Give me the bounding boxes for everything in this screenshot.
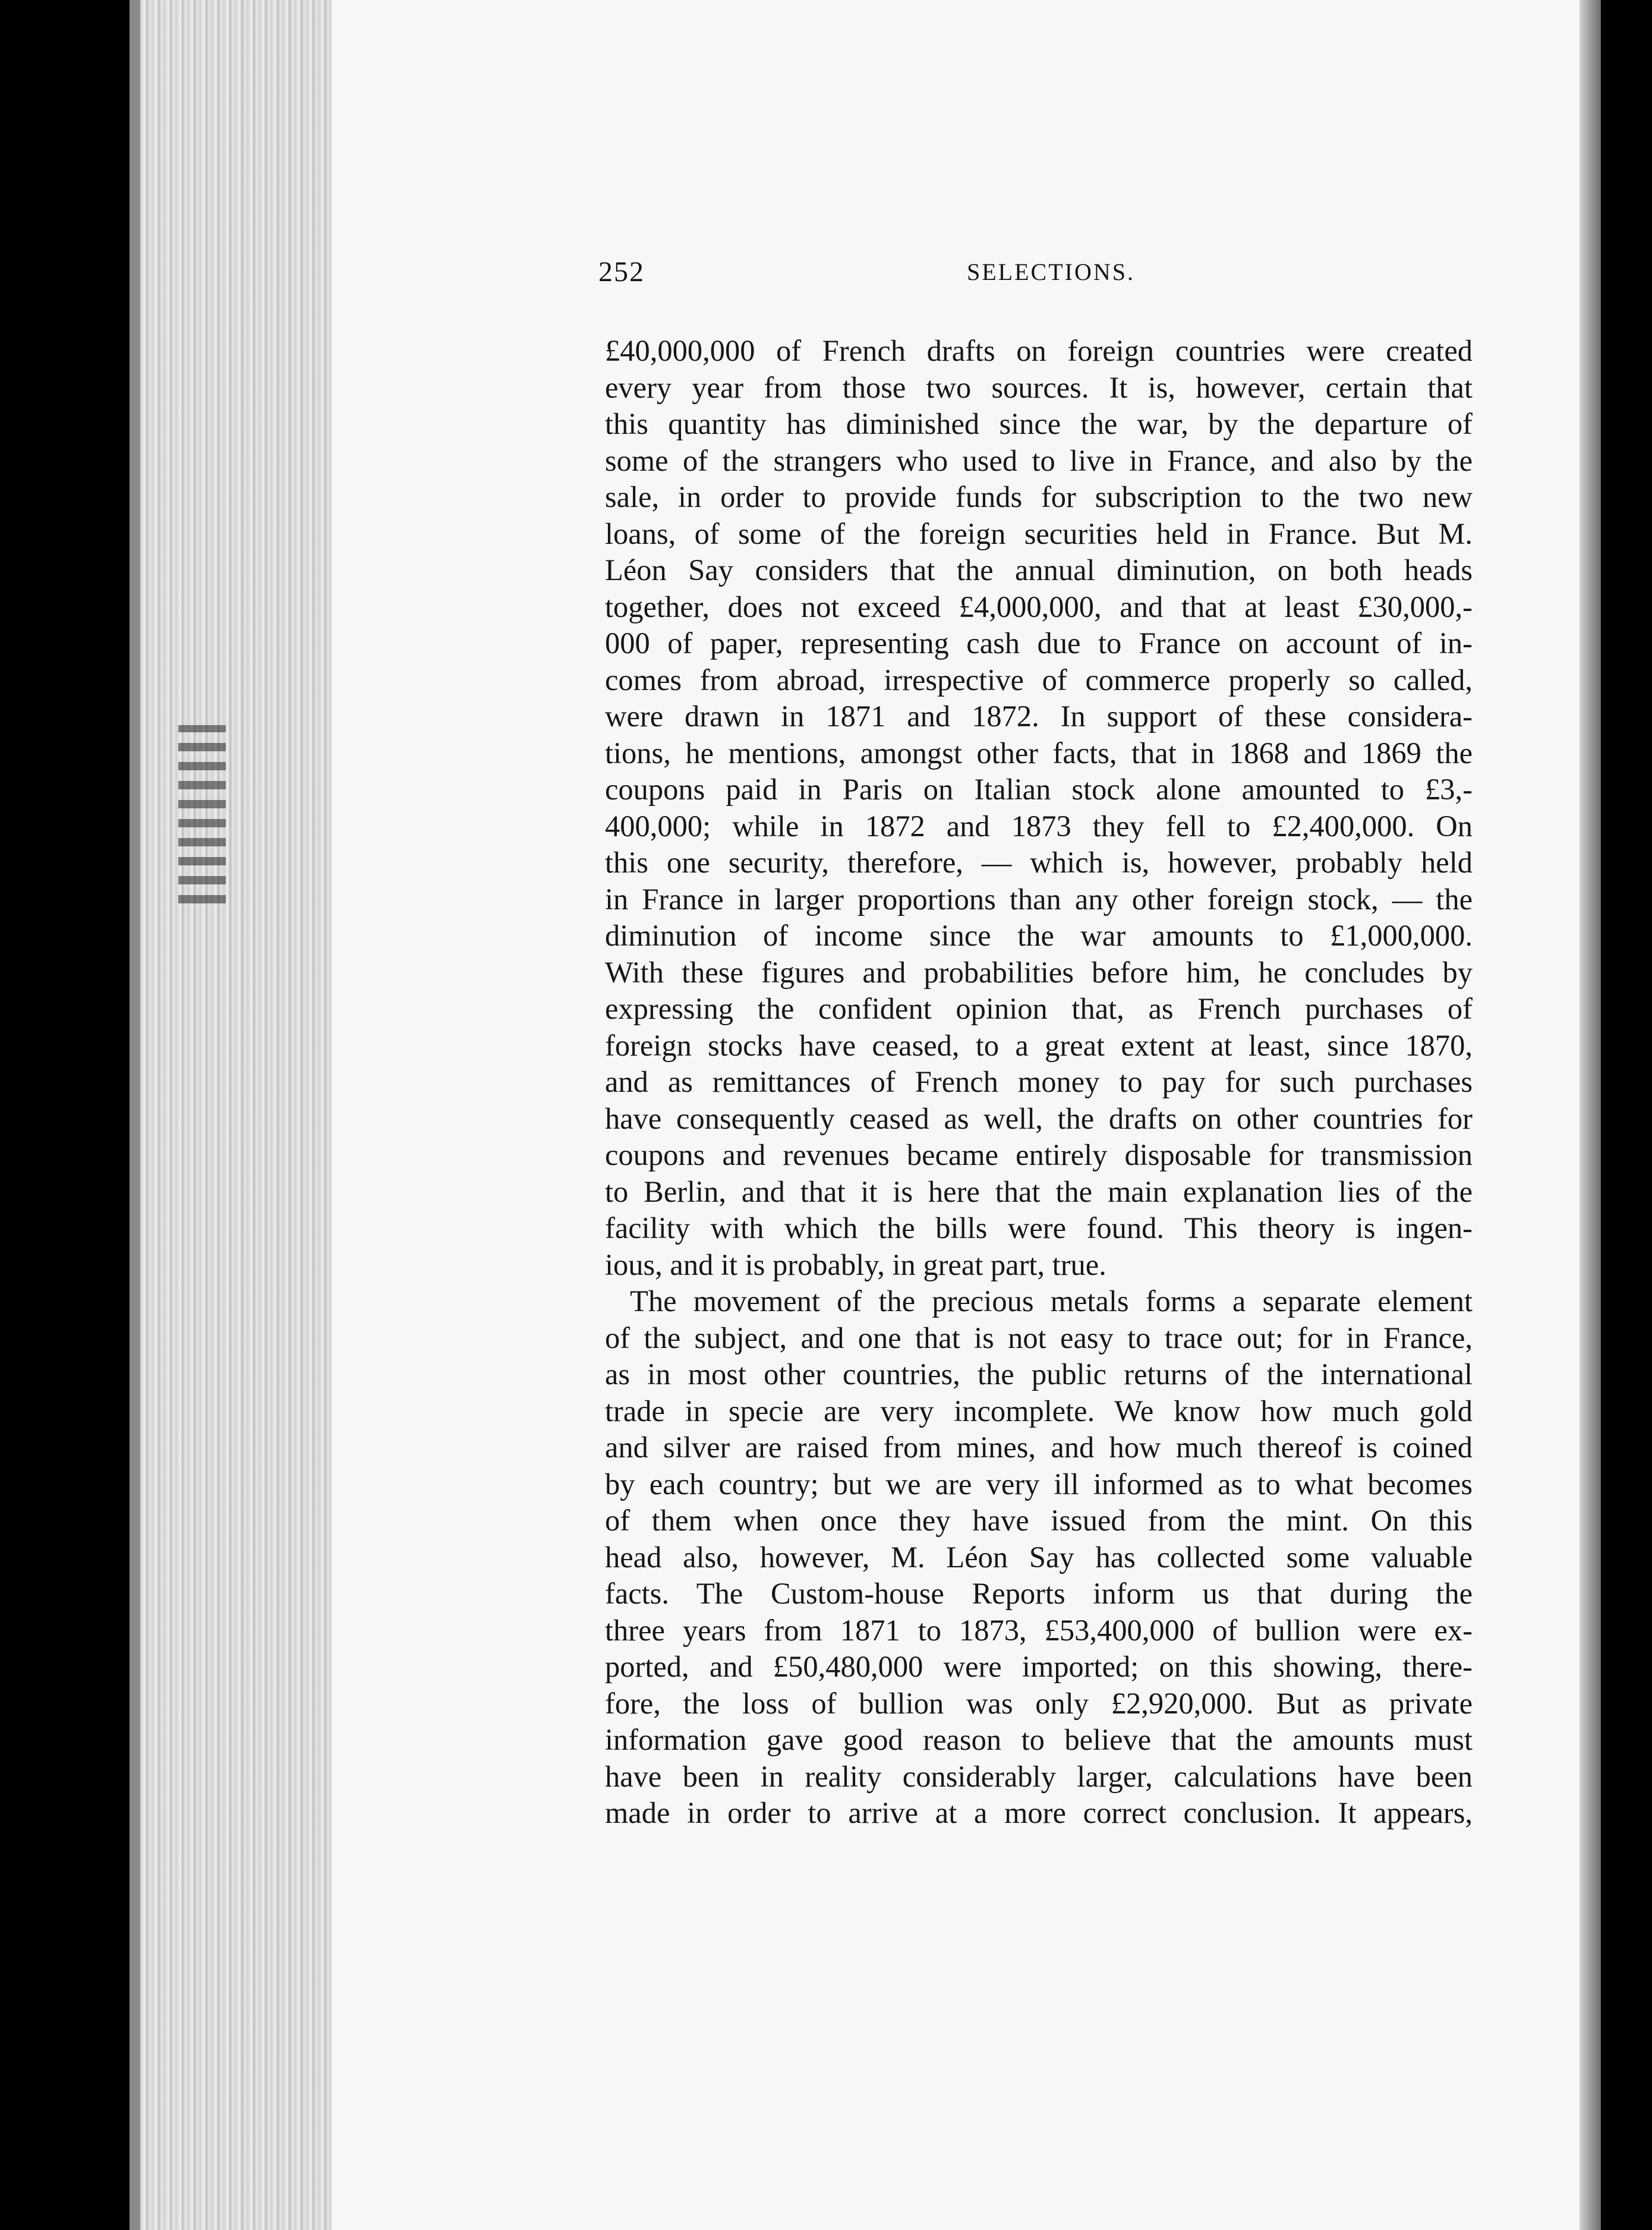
text-line: to Berlin, and that it is here that the main explanation lies of the xyxy=(605,1174,1473,1208)
text-line: in France in larger proportions than any other foreign stock, — the xyxy=(605,882,1473,916)
text-line: 000 of paper, representing cash due to France on account of in- xyxy=(605,626,1473,660)
paragraph xyxy=(605,333,1473,1283)
text-line: Léon Say considers that the annual diminution, on both heads xyxy=(605,553,1473,587)
text-line: coupons and revenues became entirely disposable for transmission xyxy=(605,1138,1473,1171)
page-number: 252 xyxy=(598,256,645,288)
text-line: by each country; but we are very ill informed as to what becomes xyxy=(605,1467,1473,1501)
text-line: ious, and it is probably, in great part, true. xyxy=(605,1248,1106,1281)
text-line: 400,000; while in 1872 and 1873 they fell to £2,400,000. On xyxy=(605,809,1473,843)
running-title: SELECTIONS. xyxy=(967,259,1135,285)
text-line: fore, the loss of bullion was only £2,920,000. But as private xyxy=(605,1686,1473,1720)
gutter-bleed-through xyxy=(178,725,226,903)
text-line: facts. The Custom-house Reports inform us that during the xyxy=(605,1577,1473,1610)
text-line: and silver are raised from mines, and how much thereof is coined xyxy=(605,1431,1473,1464)
text-line: expressing the confident opinion that, as French purchases of xyxy=(605,992,1473,1025)
text-line: foreign stocks have ceased, to a great extent at least, since 1870, xyxy=(605,1028,1473,1062)
text-line: £40,000,000 of French drafts on foreign countries were created xyxy=(605,334,1473,367)
text-line: were drawn in 1871 and 1872. In support of these considera- xyxy=(605,700,1473,733)
text-line: together, does not exceed £4,000,000, and that at least £30,000,- xyxy=(605,590,1473,623)
right-page-edge xyxy=(1580,0,1601,2230)
text-line: this one security, therefore, — which is, however, probably held xyxy=(605,846,1473,879)
text-line: of them when once they have issued from the mint. On this xyxy=(605,1504,1473,1537)
text-line: ported, and £50,480,000 were imported; on this showing, there- xyxy=(605,1650,1473,1683)
right-scan-border xyxy=(1601,0,1652,2230)
text-line: three years from 1871 to 1873, £53,400,000 of bullion were ex- xyxy=(605,1613,1473,1647)
text-line: have consequently ceased as well, the drafts on other countries for xyxy=(605,1101,1473,1135)
text-line: and as remittances of French money to pay for such purchases xyxy=(605,1065,1473,1098)
text-line: trade in specie are very incomplete. We know how much gold xyxy=(605,1394,1473,1428)
text-line: sale, in order to provide funds for subscription to the two new xyxy=(605,480,1473,514)
text-line: coupons paid in Paris on Italian stock alone amounted to £3,- xyxy=(605,773,1473,806)
text-line: head also, however, M. Léon Say has collected some valuable xyxy=(605,1540,1473,1574)
text-line: information gave good reason to believe that the amounts must xyxy=(605,1723,1473,1756)
text-line: of the subject, and one that is not easy to trace out; for in France, xyxy=(605,1321,1473,1355)
text-line: loans, of some of the foreign securities held in France. But M. xyxy=(605,516,1473,550)
text-line: some of the strangers who used to live in France, and also by the xyxy=(605,443,1473,477)
text-line: diminution of income since the war amounts to £1,000,000. xyxy=(605,919,1473,952)
text-line: this quantity has diminished since the war, by the departure of xyxy=(605,407,1473,440)
body-text xyxy=(605,333,1473,1832)
book-edge-strip xyxy=(130,0,140,2230)
text-line: tions, he mentions, amongst other facts, that in 1868 and 1869 the xyxy=(605,736,1473,770)
text-line: With these figures and probabilities before him, he concludes by xyxy=(605,955,1473,989)
text-line: comes from abroad, irrespective of commerce properly so called, xyxy=(605,663,1473,697)
running-head xyxy=(598,256,1478,297)
book-page-edges xyxy=(130,0,332,2230)
text-line: every year from those two sources. It is, however, certain that xyxy=(605,370,1473,404)
text-line: facility with which the bills were found. This theory is ingen- xyxy=(605,1211,1473,1245)
text-line: made in order to arrive at a more correct conclusion. It appears, xyxy=(605,1796,1473,1829)
paragraph xyxy=(605,1283,1473,1832)
text-line: have been in reality considerably larger, calculations have been xyxy=(605,1759,1473,1793)
text-line: The movement of the precious metals forms a separate element xyxy=(630,1284,1473,1318)
text-line: as in most other countries, the public returns of the international xyxy=(605,1357,1473,1391)
